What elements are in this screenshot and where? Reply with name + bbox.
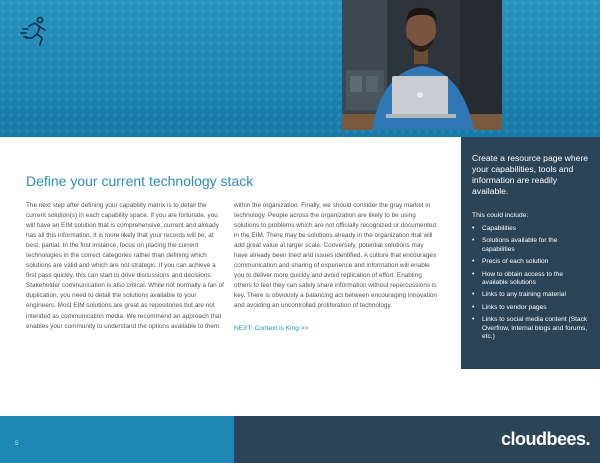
header-banner (0, 0, 600, 137)
list-item: • Solutions available for the capabilities (472, 237, 590, 254)
list-item: • Links to social media content (Stack Overflow, internal blogs and forums, etc.) (472, 316, 590, 341)
body-column-right (234, 201, 439, 334)
body-text: within the organization. Finally, we should consider the gray market in technology. People across the organization are likely to be using solutions to problems which are not officially recognized or documented in the EIM. There may be solutions already in the organization that will add great value at larger scale. Conversely, potential solutions may have already been tried and issues identified. A culture that encourages communication and sharing of experience and information will enable you to deliver more quickly and avoid replication of effort. Enabling others to feel they can safely share information without repercussions is key. There is obviously a balancing act between encouraging innovation and avoiding an uncontrolled proliferation of technology. (234, 202, 437, 310)
callout-heading: Create a resource page where your capabilities, tools and information are readily available. (472, 153, 589, 196)
page-title: Define your current technology stack (26, 173, 254, 189)
next-section-link[interactable]: NEXT: Context is King >> (234, 324, 309, 332)
resource-callout (461, 137, 600, 369)
person-at-laptop-photo (342, 0, 502, 130)
list-item: • Precis of each solution (472, 258, 590, 266)
list-item: • Links to any training material (472, 291, 590, 299)
body-text: The next step after defining your capability matrix is to detail the current solution(s) in each capability space. If you are fortunate, you will have an EIM solution that is comprehensive, current and already has all this information. It is more likely that your records will be, at best, partial. In the first instance, focus on placing the current technologies in the correct categories rather than defining which solutions are valid and which are not strategic. If you can achieve a first pass quickly, this can start to drive discussions and decisions. Stakeholder communication is also critical. While not normally a fan of duplication, you need to detail the solutions available to your engineers. Most EIM solutions are great as repositories but are not intended as communication media. We recommend an approach that enables your community to understand the options available to them (26, 202, 224, 330)
list-item: • Links to vendor pages (472, 304, 590, 312)
list-item: • Capabilities (472, 225, 590, 233)
list-item: • How to obtain access to the available solutions (472, 271, 590, 288)
cloudbees-logo: cloudbees. (501, 429, 591, 449)
callout-list (472, 225, 590, 341)
callout-intro: This could include: (472, 212, 529, 219)
body-column-left (26, 201, 226, 332)
runner-icon (18, 14, 52, 48)
page-number: 5 (15, 440, 19, 447)
